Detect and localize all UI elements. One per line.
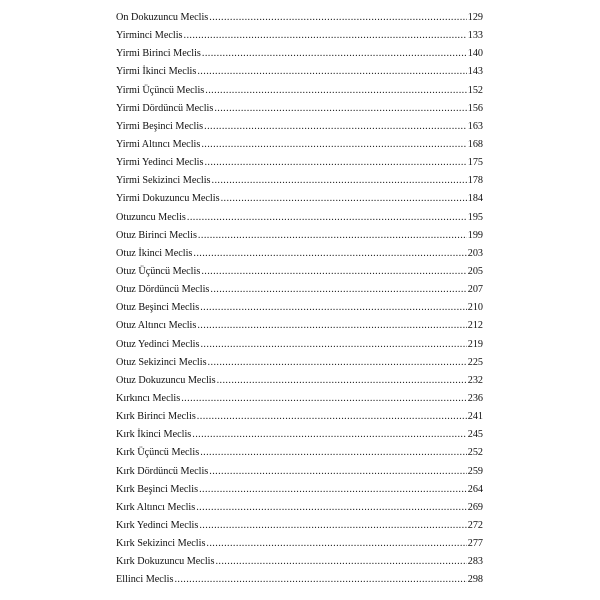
toc-entry-title: Kırk Birinci Meclis [116,411,196,423]
toc-dot-leader [181,390,466,408]
toc-entry [116,553,483,571]
toc-entry-title: Otuz Dördüncü Meclis [116,284,210,296]
toc-entry [116,227,483,245]
toc-entry-page: 236 [467,392,483,404]
toc-dot-leader [206,535,466,553]
toc-entry-title: Otuz Yedinci Meclis [116,338,200,350]
toc-entry [116,190,483,208]
toc-entry-title: Otuz İkinci Meclis [116,247,193,259]
toc-entry-page: 203 [467,247,483,259]
toc-entry-page: 219 [467,338,483,350]
toc-dot-leader [198,227,467,245]
toc-entry-title: Ellinci Meclis [116,574,174,586]
toc-entry-page: 163 [467,120,483,132]
toc-entry [116,336,483,354]
toc-entry [116,154,483,172]
toc-entry-title: Yirmi Beşinci Meclis [116,120,204,132]
toc-entry-page: 199 [467,229,483,241]
toc-entry-page: 269 [467,501,483,513]
toc-entry-page: 175 [467,157,483,169]
toc-entry-page: 195 [467,211,483,223]
toc-entry-title: Otuz Birinci Meclis [116,229,197,241]
toc-entry [116,27,483,45]
toc-entry [116,172,483,190]
toc-entry-page: 241 [467,411,483,423]
toc-entry-title: Yirmi Birinci Meclis [116,48,201,60]
toc-entry [116,63,483,81]
toc-entry-title: Yirmi İkinci Meclis [116,66,197,78]
toc-entry-page: 232 [467,374,483,386]
toc-entry-title: Yirmi Dördüncü Meclis [116,102,214,114]
toc-entry-title: Yirminci Meclis [116,30,183,42]
toc-dot-leader [202,45,467,63]
toc-dot-leader [199,517,466,535]
toc-dot-leader [184,27,467,45]
toc-entry-title: On Dokuzuncu Meclis [116,12,209,23]
toc-entry-title: Kırk Dokuzuncu Meclis [116,556,215,568]
toc-entry-page: 298 [467,574,483,586]
toc-dot-leader [196,499,466,517]
toc-dot-leader [187,209,467,227]
toc-entry-page: 133 [467,30,483,42]
table-of-contents [116,9,483,590]
toc-entry [116,209,483,227]
toc-entry-title: Otuz Altıncı Meclis [116,320,197,332]
toc-entry-page: 272 [467,519,483,531]
toc-dot-leader [197,317,466,335]
toc-entry-title: Kırkıncı Meclis [116,392,181,404]
toc-entry-page: 178 [467,175,483,187]
toc-dot-leader [212,172,467,190]
toc-entry-title: Kırk Altıncı Meclis [116,501,196,513]
toc-entry [116,281,483,299]
toc-entry-page: 205 [467,265,483,277]
toc-entry [116,100,483,118]
toc-dot-leader [215,553,466,571]
toc-entry-page: 259 [467,465,483,477]
toc-entry [116,118,483,136]
toc-entry [116,9,483,27]
toc-entry-title: Yirmi Altıncı Meclis [116,138,201,150]
toc-entry [116,372,483,390]
toc-entry-page: 152 [467,84,483,96]
toc-entry-page: 168 [467,138,483,150]
toc-entry [116,481,483,499]
toc-entry-title: Otuz Dokuzuncu Meclis [116,374,216,386]
toc-dot-leader [209,9,466,27]
toc-dot-leader [209,463,466,481]
toc-entry [116,82,483,100]
toc-dot-leader [200,336,466,354]
toc-entry-title: Otuz Üçüncü Meclis [116,265,201,277]
toc-dot-leader [201,136,466,154]
toc-entry-page: 264 [467,483,483,495]
toc-entry [116,354,483,372]
toc-dot-leader [192,426,466,444]
toc-entry [116,299,483,317]
toc-entry-page: 207 [467,284,483,296]
toc-entry [116,535,483,553]
toc-dot-leader [221,190,467,208]
toc-entry-page: 225 [467,356,483,368]
toc-dot-leader [204,154,466,172]
toc-entry-title: Otuz Beşinci Meclis [116,302,200,314]
toc-entry-page: 212 [467,320,483,332]
toc-entry-title: Yirmi Yedinci Meclis [116,157,204,169]
toc-entry-title: Kırk Üçüncü Meclis [116,447,200,459]
toc-dot-leader [217,372,467,390]
toc-entry-page: 156 [467,102,483,114]
toc-dot-leader [208,354,467,372]
toc-entry-title: Otuz Sekizinci Meclis [116,356,207,368]
toc-entry [116,426,483,444]
toc-entry-title: Kırk Beşinci Meclis [116,483,199,495]
toc-entry-title: Yirmi Sekizinci Meclis [116,175,211,187]
toc-entry [116,571,483,589]
toc-dot-leader [210,281,466,299]
toc-entry-page: 143 [467,66,483,78]
toc-entry-title: Kırk İkinci Meclis [116,429,192,441]
toc-entry [116,263,483,281]
toc-entry [116,45,483,63]
toc-dot-leader [205,82,466,100]
toc-dot-leader [201,263,466,281]
toc-entry-page: 210 [467,302,483,314]
toc-entry [116,245,483,263]
toc-dot-leader [197,63,466,81]
toc-entry [116,444,483,462]
toc-entry-title: Yirmi Üçüncü Meclis [116,84,205,96]
toc-entry-page: 140 [467,48,483,60]
toc-entry-title: Yirmi Dokuzuncu Meclis [116,193,220,205]
toc-entry-page: 252 [467,447,483,459]
toc-entry-title: Kırk Dördüncü Meclis [116,465,209,477]
toc-dot-leader [200,299,467,317]
toc-entry-title: Otuzuncu Meclis [116,211,186,223]
toc-dot-leader [200,444,467,462]
toc-entry [116,463,483,481]
toc-entry [116,317,483,335]
toc-dot-leader [204,118,467,136]
toc-entry-page: 129 [467,12,483,23]
toc-entry-title: Kırk Sekizinci Meclis [116,538,206,550]
toc-entry [116,136,483,154]
toc-entry [116,390,483,408]
toc-dot-leader [214,100,466,118]
toc-dot-leader [197,408,467,426]
toc-entry-title: Kırk Yedinci Meclis [116,519,199,531]
toc-dot-leader [174,571,466,589]
toc-entry-page: 283 [467,556,483,568]
toc-entry-page: 245 [467,429,483,441]
toc-dot-leader [199,481,467,499]
toc-entry-page: 184 [467,193,483,205]
toc-entry [116,499,483,517]
toc-entry-page: 277 [467,538,483,550]
toc-dot-leader [193,245,466,263]
toc-entry [116,408,483,426]
toc-entry [116,517,483,535]
